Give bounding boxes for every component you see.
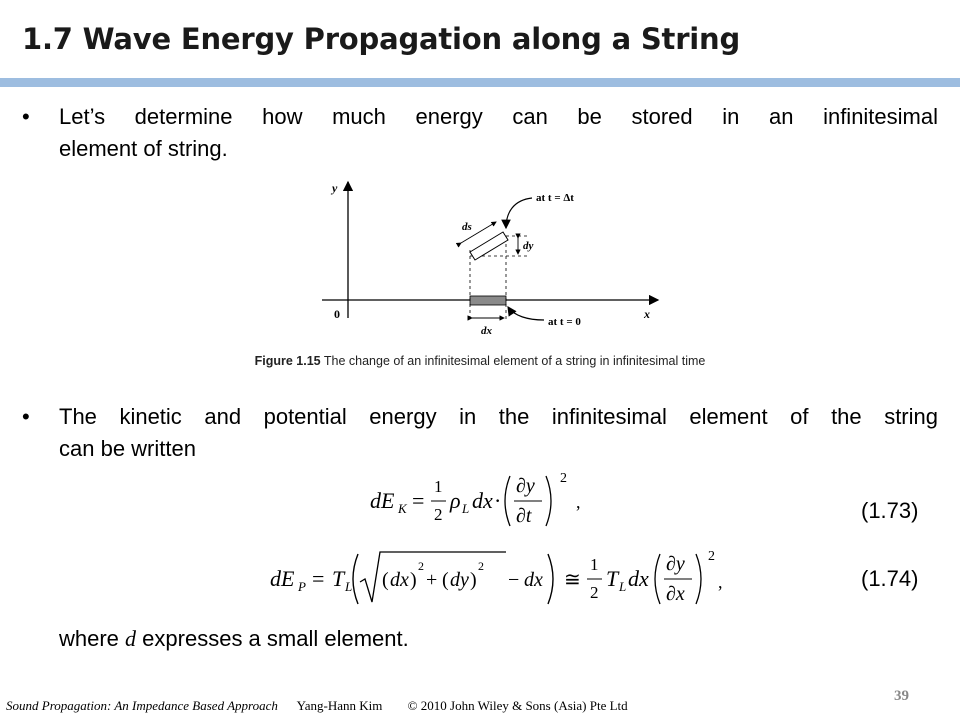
svg-text:2: 2 — [418, 559, 424, 573]
figure-string-element — [300, 172, 680, 342]
equation-number-173: (1.73) — [861, 498, 919, 523]
equation-potential-energy — [268, 546, 728, 612]
svg-text:,: , — [718, 572, 723, 592]
svg-text:−: − — [508, 569, 520, 591]
svg-text:P: P — [298, 579, 306, 594]
svg-text:(: ( — [442, 569, 449, 591]
svg-text:2: 2 — [590, 583, 599, 602]
bullet-2-line-1: The kinetic and potential energy in the infinitesimal element of the string — [59, 404, 938, 429]
label-at-t-dt: at t = Δt — [536, 192, 574, 204]
svg-text:dx: dx — [390, 569, 409, 591]
svg-text:L: L — [462, 501, 470, 516]
figure-caption-text: The change of an infinitesimal element of a string in infinitesimal time — [323, 354, 706, 368]
svg-text:∂x: ∂x — [666, 583, 685, 605]
y-axis-label: y — [332, 181, 338, 195]
svg-text:=: = — [312, 566, 325, 591]
svg-text:2: 2 — [560, 471, 567, 486]
svg-text:≅: ≅ — [564, 569, 581, 591]
page-number: 39 — [894, 688, 909, 704]
svg-text:2: 2 — [434, 505, 443, 524]
svg-text:,: , — [576, 492, 581, 512]
svg-text:): ) — [470, 569, 477, 591]
svg-text:(: ( — [382, 569, 389, 591]
svg-text:L: L — [619, 579, 627, 594]
svg-text:dx: dx — [628, 566, 649, 591]
svg-text:2: 2 — [478, 559, 484, 573]
svg-text:·: · — [494, 488, 502, 513]
svg-text:∂t: ∂t — [516, 505, 532, 527]
dx-label: dx — [481, 325, 492, 337]
bullet-text-1 — [59, 101, 938, 165]
bullet-text-2 — [59, 401, 938, 465]
origin-label: 0 — [334, 307, 340, 321]
svg-text:dy: dy — [450, 569, 469, 591]
svg-text:dx: dx — [524, 569, 543, 591]
figure-caption — [0, 354, 960, 368]
bullet-marker: • — [22, 104, 30, 129]
equation-number-174: (1.74) — [861, 566, 919, 591]
x-axis-label: x — [644, 307, 650, 321]
svg-text:dE: dE — [370, 488, 395, 513]
arrow-at-t-dt — [506, 198, 532, 228]
svg-text:∂y: ∂y — [516, 475, 535, 497]
svg-text:): ) — [410, 569, 417, 591]
svg-text:=: = — [412, 488, 425, 513]
svg-text:1: 1 — [434, 477, 443, 496]
footer-copyright: © 2010 John Wiley & Sons (Asia) Pte Ltd — [407, 698, 628, 713]
element-at-t0 — [470, 296, 506, 305]
bullet-2-line-2: can be written — [59, 436, 196, 461]
svg-text:2: 2 — [708, 549, 715, 564]
footer-book-title: Sound Propagation: An Impedance Based Approach — [6, 698, 278, 713]
slide-title: 1.7 Wave Energy Propagation along a String — [22, 22, 741, 56]
bullet-1-line-1: Let’s determine how much energy can be stored in an infinitesimal — [59, 104, 938, 129]
where-prefix: where — [59, 626, 119, 651]
bullet-1-line-2: element of string. — [59, 136, 228, 161]
svg-text:T: T — [606, 566, 619, 591]
ds-label: ds — [462, 221, 472, 233]
svg-text:ρ: ρ — [450, 488, 461, 513]
svg-text:T: T — [332, 566, 345, 591]
footer-author: Yang-Hann Kim — [296, 698, 383, 713]
figure-caption-label: Figure 1.15 — [254, 354, 321, 368]
dy-label: dy — [523, 240, 534, 252]
where-suffix: expresses a small element. — [142, 626, 409, 651]
svg-text:dx: dx — [472, 488, 493, 513]
svg-text:K: K — [398, 501, 407, 516]
svg-text:∂y: ∂y — [666, 553, 685, 575]
svg-text:dE: dE — [270, 566, 295, 591]
equation-kinetic-energy — [368, 468, 592, 534]
arrow-at-t0 — [508, 307, 544, 320]
svg-text:1: 1 — [590, 555, 599, 574]
bullet-marker: • — [22, 404, 30, 429]
slide-footer — [6, 698, 628, 714]
svg-text:L: L — [345, 579, 353, 594]
svg-text:+: + — [426, 569, 438, 591]
where-sentence — [59, 626, 409, 652]
title-underline — [0, 78, 960, 87]
label-at-t0: at t = 0 — [548, 316, 581, 328]
where-symbol: d — [125, 626, 137, 651]
